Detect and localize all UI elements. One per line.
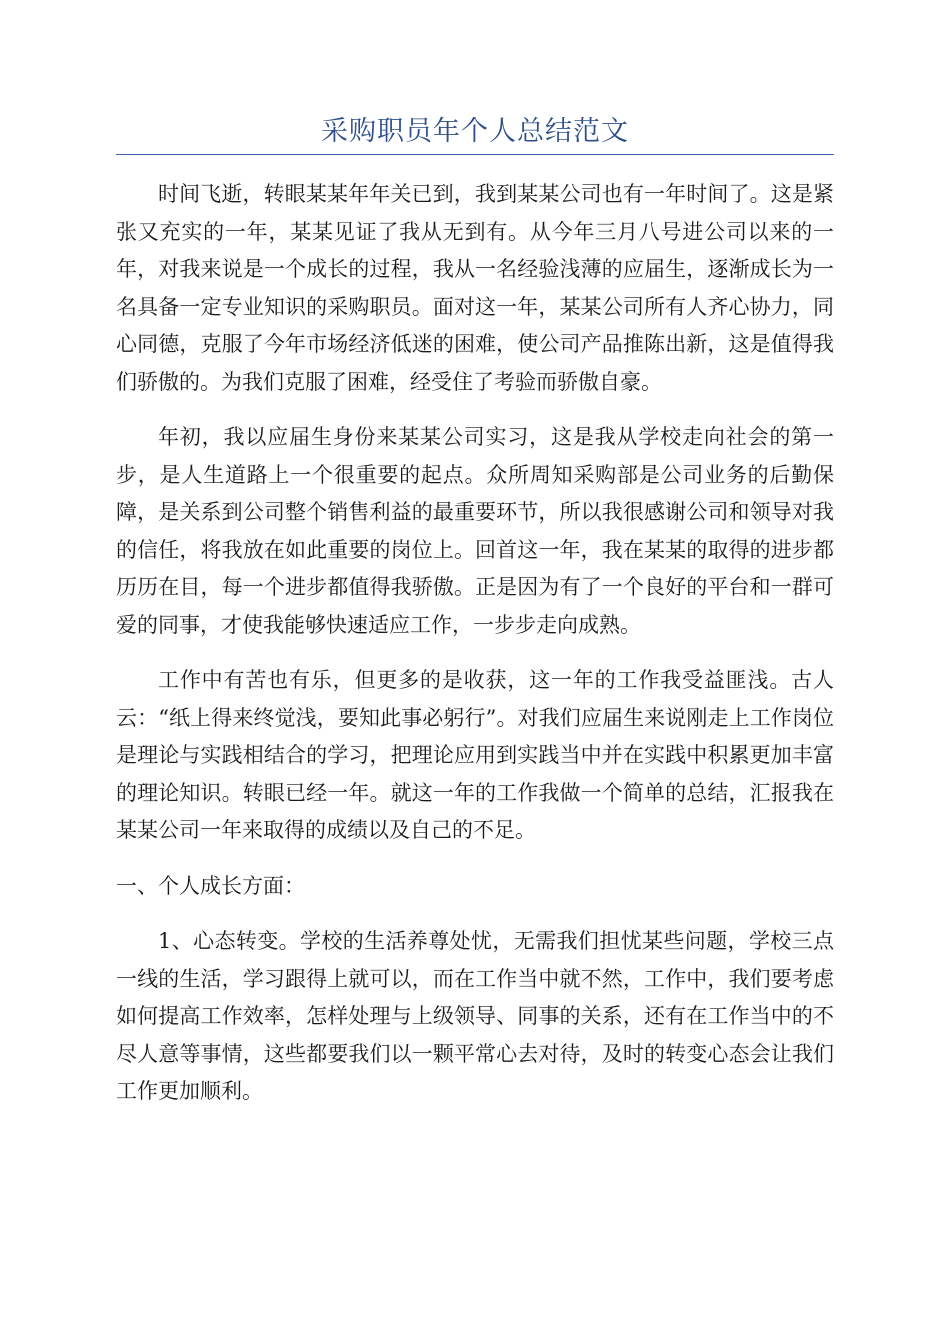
section-heading-personal-growth: 一、个人成长方面：: [116, 873, 305, 898]
document-body: [116, 176, 834, 1129]
paragraph-mindset-change: 1、心态转变。学校的生活养尊处忧，无需我们担忧某些问题，学校三点一线的生活，学习跟得上就可以，而在工作当中就不然，工作中，我们要考虑如何提高工作效率，怎样处理与上级领导、同事的关系，还有在工作当中的不尽人意等事情，这些都要我们以一颗平常心去对待，及时的转变心态会让我们工作更加顺利。: [116, 929, 834, 1103]
paragraph-work-gains: 工作中有苦也有乐，但更多的是收获，这一年的工作我受益匪浅。古人云：“纸上得来终觉浅，要知此事必躬行”。对我们应届生来说刚走上工作岗位是理论与实践相结合的学习，把理论应用到实践当中并在实践中积累更加丰富的理论知识。转眼已经一年。就这一年的工作我做一个简单的总结，汇报我在某某公司一年来取得的成绩以及自己的不足。: [116, 668, 834, 842]
title-underline: [116, 154, 834, 155]
paragraph-start-of-year: 年初，我以应届生身份来某某公司实习，这是我从学校走向社会的第一步，是人生道路上一个很重要的起点。众所周知采购部是公司业务的后勤保障，是关系到公司整个销售利益的最重要环节，所以我很感谢公司和领导对我的信任，将我放在如此重要的岗位上。回首这一年，我在某某的取得的进步都历历在目，每一个进步都值得我骄傲。正是因为有了一个良好的平台和一群可爱的同事，才使我能够快速适应工作，一步步走向成熟。: [116, 425, 834, 637]
document-title: 采购职员年个人总结范文: [321, 116, 629, 147]
paragraph-intro: 时间飞逝，转眼某某年年关已到，我到某某公司也有一年时间了。这是紧张又充实的一年，某某见证了我从无到有。从今年三月八号进公司以来的一年，对我来说是一个成长的过程，我从一名经验浅薄的应届生，逐渐成长为一名具备一定专业知识的采购职员。面对这一年，某某公司所有人齐心协力，同心同德，克服了今年市场经济低迷的困难，使公司产品推陈出新，这是值得我们骄傲的。为我们克服了困难，经受住了考验而骄傲自豪。: [116, 182, 834, 394]
